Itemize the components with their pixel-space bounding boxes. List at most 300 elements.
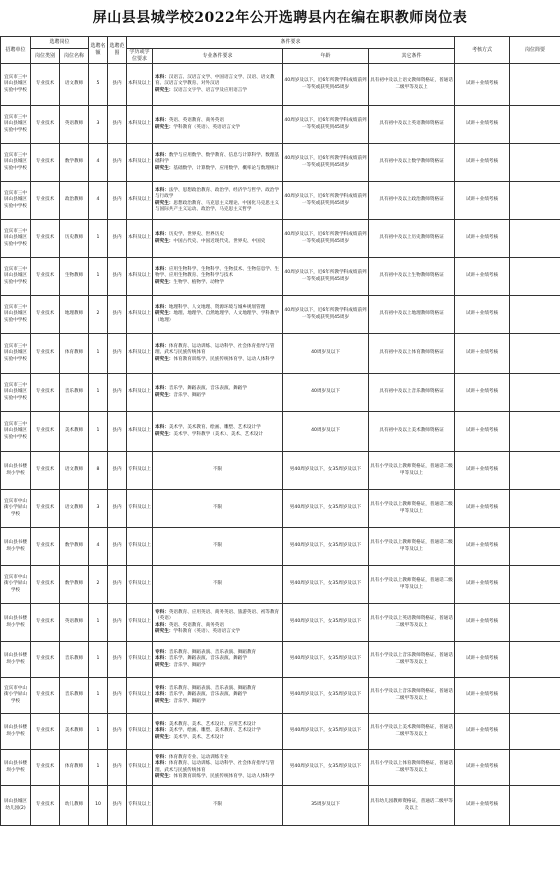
table-row: [1, 412, 560, 452]
post-type-cell: 专业技术: [31, 182, 60, 220]
header-unit: 招聘单位: [1, 37, 31, 64]
table-row: [1, 786, 560, 826]
post-name-cell: 历史教师: [60, 220, 89, 258]
major-line: [155, 344, 280, 356]
major-text: 美术教育、美术、艺术设计、应用艺术设计: [168, 722, 257, 728]
major-cell: [153, 144, 283, 182]
header-remark: 岗位简要: [510, 37, 560, 64]
age-cell: 40周岁及以下: [283, 412, 369, 452]
edu-cell: 本科及以上: [127, 258, 153, 296]
major-line: [155, 201, 280, 213]
major-label: 本科：: [155, 656, 169, 662]
major-text: 美术学、绘画、雕塑、美术教育、艺术设计学: [168, 728, 261, 734]
scope-cell: 县内: [108, 182, 127, 220]
major-text: 音乐教育、舞蹈表演、音乐表演、舞蹈教育: [168, 686, 257, 692]
post-name-cell: 地理教师: [60, 296, 89, 334]
major-label: 专科：: [155, 650, 169, 656]
major-label: 本科：: [155, 425, 169, 431]
edu-cell: 专科及以上: [127, 566, 153, 604]
remark-cell: [510, 374, 560, 412]
scope-cell: 县内: [108, 714, 127, 750]
major-label: 研究生：: [155, 392, 174, 398]
table-row: [1, 106, 560, 144]
scope-cell: 县内: [108, 490, 127, 528]
count-cell: 3: [89, 490, 108, 528]
post-type-cell: 专业技术: [31, 296, 60, 334]
table-row: [1, 374, 560, 412]
table-row: [1, 452, 560, 490]
other-cell: 具有初中及以上音乐教师资格证: [369, 374, 455, 412]
age-cell: 男40周岁及以下，女35周岁及以下: [283, 750, 369, 786]
age-cell: 40周岁及以下，近6年所教学科成绩前列一等奖或获奖到45周岁: [283, 144, 369, 182]
major-text: 应用生物科学、生物科学、生物技术、生物信息学、生物学、应用生物教育、生物科学与技术: [155, 267, 280, 279]
edu-cell: 专科及以上: [127, 750, 153, 786]
scope-cell: 县内: [108, 642, 127, 678]
post-type-cell: 专业技术: [31, 786, 60, 826]
edu-cell: 专科及以上: [127, 490, 153, 528]
age-cell: 40周岁及以下，近6年所教学科成绩前列一等奖或获奖到45周岁: [283, 296, 369, 334]
other-cell: 具有幼儿园教师资格证，普通话二级甲等及以上: [369, 786, 455, 826]
major-text: 基础数学、计算数学、应用数学、概率论与数理统计: [173, 165, 280, 171]
major-text: 音乐学、舞蹈表演、音乐表演、舞蹈学: [168, 692, 247, 698]
post-name-cell: 体育教师: [60, 750, 89, 786]
edu-cell: 本科及以上: [127, 106, 153, 144]
edu-cell: 本科及以上: [127, 296, 153, 334]
post-type-cell: 专业技术: [31, 334, 60, 374]
major-cell: [153, 678, 283, 714]
major-cell: [153, 258, 283, 296]
post-type-cell: 专业技术: [31, 452, 60, 490]
major-label: 本科：: [155, 232, 169, 238]
major-line: [155, 267, 280, 279]
exam-cell: 试讲＋业绩考核: [455, 452, 510, 490]
scope-cell: 县内: [108, 786, 127, 826]
major-line: [155, 88, 280, 94]
age-cell: 男40周岁及以下，女35周岁及以下: [283, 714, 369, 750]
post-name-cell: 生物教师: [60, 258, 89, 296]
major-text: 音乐学、舞蹈表演、音乐表演、舞蹈学: [168, 386, 247, 392]
count-cell: 4: [89, 182, 108, 220]
post-type-cell: 专业技术: [31, 374, 60, 412]
scope-cell: 县内: [108, 374, 127, 412]
major-label: 研究生：: [155, 356, 174, 362]
count-cell: 10: [89, 786, 108, 826]
edu-cell: 专科及以上: [127, 452, 153, 490]
remark-cell: [510, 220, 560, 258]
other-cell: 具有初中及以上数学教师资格证: [369, 144, 455, 182]
major-label: 本科：: [155, 622, 169, 628]
major-line: [155, 629, 280, 635]
age-cell: 40周岁及以下: [283, 334, 369, 374]
major-cell: [153, 374, 283, 412]
remark-cell: [510, 144, 560, 182]
scope-cell: 县内: [108, 106, 127, 144]
other-cell: 具有小学及以上体育教师资格证，普通话二级甲等及以上: [369, 750, 455, 786]
age-cell: 40周岁及以下，近6年所教学科成绩前列一等奖或获奖到45周岁: [283, 258, 369, 296]
unit-cell: 宜宾市中山街小学屏山学校: [1, 490, 31, 528]
major-line: [155, 311, 280, 323]
post-type-cell: 专业技术: [31, 714, 60, 750]
major-cell: 不限: [153, 566, 283, 604]
scope-cell: 县内: [108, 334, 127, 374]
post-name-cell: 数学教师: [60, 528, 89, 566]
post-name-cell: 音乐教师: [60, 374, 89, 412]
header-major: 专业条件要求: [153, 49, 283, 64]
exam-cell: 试讲＋业绩考核: [455, 750, 510, 786]
major-cell: [153, 642, 283, 678]
header-scope: 选聘范围: [108, 37, 127, 64]
major-text: 体育教育专业、运动训练专业: [168, 755, 229, 761]
unit-cell: 屏山县城区幼儿园(2): [1, 786, 31, 826]
age-cell: 男40周岁及以下，女35周岁及以下: [283, 642, 369, 678]
major-label: 研究生：: [155, 662, 174, 668]
exam-cell: 试讲＋业绩考核: [455, 604, 510, 642]
exam-cell: 试讲＋业绩考核: [455, 334, 510, 374]
exam-cell: 试讲＋业绩考核: [455, 490, 510, 528]
major-text: 美术学、美术、艺术设计: [173, 734, 224, 740]
remark-cell: [510, 566, 560, 604]
post-name-cell: 音乐教师: [60, 642, 89, 678]
major-label: 本科：: [155, 344, 169, 350]
scope-cell: 县内: [108, 64, 127, 106]
edu-cell: 本科及以上: [127, 144, 153, 182]
header-edu: 学历或学位要求: [127, 49, 153, 64]
count-cell: 1: [89, 604, 108, 642]
edu-cell: 专科及以上: [127, 604, 153, 642]
remark-cell: [510, 528, 560, 566]
major-label: 研究生：: [155, 87, 174, 93]
major-cell: [153, 106, 283, 144]
age-cell: 40周岁及以下，近6年所教学科成绩前列一等奖或获奖到45周岁: [283, 64, 369, 106]
major-text: 英语教育、应用英语、商务英语、旅游英语、初等教育（英语）: [155, 610, 280, 622]
count-cell: 2: [89, 296, 108, 334]
major-line: [155, 432, 280, 438]
scope-cell: 县内: [108, 220, 127, 258]
major-text: 学科教育（英语）、英语语言文学: [173, 628, 241, 634]
remark-cell: [510, 106, 560, 144]
count-cell: 4: [89, 144, 108, 182]
post-type-cell: 专业技术: [31, 490, 60, 528]
table-row: [1, 220, 560, 258]
major-label: 研究生：: [155, 165, 174, 171]
post-type-cell: 专业技术: [31, 258, 60, 296]
post-name-cell: 语文教师: [60, 452, 89, 490]
post-type-cell: 专业技术: [31, 566, 60, 604]
major-label: 研究生：: [155, 628, 174, 634]
major-text: 体育教育、运动训练、运动科学、社会体育指导与管理、武术与民族传统体育: [155, 344, 275, 356]
major-label: 本科：: [155, 692, 169, 698]
table-row: [1, 296, 560, 334]
scope-cell: 县内: [108, 528, 127, 566]
other-cell: 具有初中及以上政治教师资格证: [369, 182, 455, 220]
major-text: 中国古代史、中国近现代史、世界史、中国史: [173, 238, 266, 244]
remark-cell: [510, 258, 560, 296]
edu-cell: 本科及以上: [127, 412, 153, 452]
header-age: 年龄: [283, 49, 369, 64]
unit-cell: 屏山县书楼坝小学校: [1, 642, 31, 678]
major-label: 专科：: [155, 722, 169, 728]
post-name-cell: 体育教师: [60, 334, 89, 374]
unit-cell: 宜宾市三中屏山县城区实验中学校: [1, 374, 31, 412]
post-type-cell: 专业技术: [31, 64, 60, 106]
major-text: 体育教育训练学、民族传统体育学、运动人体科学: [173, 773, 275, 779]
table-row: [1, 750, 560, 786]
major-text: 英语、英语教育、商务英语: [168, 118, 224, 124]
table-row: [1, 258, 560, 296]
scope-cell: 县内: [108, 296, 127, 334]
post-type-cell: 专业技术: [31, 678, 60, 714]
count-cell: 1: [89, 750, 108, 786]
age-cell: 男40周岁及以下，女35周岁及以下: [283, 452, 369, 490]
major-line: [155, 188, 280, 200]
remark-cell: [510, 678, 560, 714]
other-cell: 具有小学及以上音乐教师资格证，普通话二级甲等及以上: [369, 678, 455, 714]
major-label: 研究生：: [155, 200, 174, 206]
exam-cell: 试讲＋业绩考核: [455, 714, 510, 750]
post-type-cell: 专业技术: [31, 144, 60, 182]
major-line: [155, 761, 280, 773]
unit-cell: 宜宾市三中屏山县城区实验中学校: [1, 64, 31, 106]
unit-cell: 宜宾市三中屏山县城区实验中学校: [1, 412, 31, 452]
major-text: 音乐学、舞蹈学: [173, 392, 206, 398]
count-cell: 5: [89, 64, 108, 106]
age-cell: 40周岁及以下，近6年所教学科成绩前列一等奖或获奖到45周岁: [283, 220, 369, 258]
other-cell: 具有初中及以上地理教师资格证: [369, 296, 455, 334]
major-label: 专科：: [155, 755, 169, 761]
major-text: 生物学、植物学、动物学: [173, 279, 224, 285]
table-row: [1, 334, 560, 374]
exam-cell: 试讲＋业绩考核: [455, 374, 510, 412]
major-text: 美术学、学科教学（美术）、美术、艺术设计: [173, 431, 263, 437]
count-cell: 4: [89, 528, 108, 566]
header-post-group: 选聘岗位: [31, 37, 89, 49]
unit-cell: 屏山县书楼坝小学校: [1, 604, 31, 642]
positions-table-body: [1, 64, 560, 826]
major-line: [155, 239, 280, 245]
count-cell: 8: [89, 452, 108, 490]
post-type-cell: 专业技术: [31, 528, 60, 566]
edu-cell: 本科及以上: [127, 334, 153, 374]
header-exam: 考核方式: [455, 37, 510, 64]
exam-cell: 试讲＋业绩考核: [455, 786, 510, 826]
edu-cell: 专科及以上: [127, 678, 153, 714]
remark-cell: [510, 412, 560, 452]
major-label: 研究生：: [155, 431, 174, 437]
major-label: 专科：: [155, 686, 169, 692]
remark-cell: [510, 604, 560, 642]
header-count: 选聘名额: [89, 37, 108, 64]
count-cell: 3: [89, 106, 108, 144]
scope-cell: 县内: [108, 750, 127, 786]
major-text: 数学与应用数学、数学教育、信息与计算科学、数理基础科学: [155, 153, 280, 165]
remark-cell: [510, 642, 560, 678]
post-name-cell: 语文教师: [60, 64, 89, 106]
major-cell: 不限: [153, 452, 283, 490]
major-text: 历史学、世界史、世界历史: [168, 232, 224, 238]
count-cell: 1: [89, 374, 108, 412]
edu-cell: 专科及以上: [127, 786, 153, 826]
age-cell: 35周岁及以下: [283, 786, 369, 826]
unit-cell: 屏山县书楼坝小学校: [1, 452, 31, 490]
major-text: 汉语言、汉语言文学、中国语言文学、汉语、语文教育、汉语言文学教育、对外汉语: [155, 75, 275, 87]
major-line: [155, 357, 280, 363]
post-name-cell: 数学教师: [60, 566, 89, 604]
count-cell: 1: [89, 220, 108, 258]
table-row: [1, 678, 560, 714]
major-line: [155, 280, 280, 286]
age-cell: 40周岁及以下，近6年所教学科成绩前列一等奖或获奖到45周岁: [283, 106, 369, 144]
major-cell: [153, 412, 283, 452]
scope-cell: 县内: [108, 604, 127, 642]
major-cell: [153, 64, 283, 106]
remark-cell: [510, 296, 560, 334]
major-label: 本科：: [155, 386, 169, 392]
major-cell: 不限: [153, 786, 283, 826]
remark-cell: [510, 750, 560, 786]
table-row: [1, 64, 560, 106]
other-cell: 具有初中及以上美术教师资格证: [369, 412, 455, 452]
major-cell: [153, 714, 283, 750]
header-cond-group: 条件要求: [127, 37, 455, 49]
header-post-type: 岗位类别: [31, 49, 60, 64]
major-label: 本科：: [155, 761, 169, 767]
major-cell: [153, 220, 283, 258]
other-cell: 具有小学及以上教师资格证，普通话二级甲等及以上: [369, 452, 455, 490]
count-cell: 1: [89, 334, 108, 374]
post-name-cell: 美术教师: [60, 412, 89, 452]
major-text: 法学、思想政治教育、政治学、经济学与哲学、政治学与行政学: [155, 188, 280, 200]
major-line: [155, 393, 280, 399]
count-cell: 2: [89, 566, 108, 604]
major-text: 音乐教育、舞蹈表演、音乐表演、舞蹈教育: [168, 650, 257, 656]
age-cell: 40周岁及以下，近6年所教学科成绩前列一等奖或获奖到45周岁: [283, 182, 369, 220]
major-text: 地理科学、人文地理、资源环境与城乡规划管理: [168, 305, 266, 311]
major-line: [155, 663, 280, 669]
age-cell: 男40周岁及以下，女35周岁及以下: [283, 566, 369, 604]
remark-cell: [510, 452, 560, 490]
major-text: 体育教育、运动训练、运动科学、社会体育指导与管理、武术与民族传统体育: [155, 761, 275, 773]
other-cell: 具有小学及以上教师资格证，普通话二级甲等及以上: [369, 490, 455, 528]
unit-cell: 宜宾市三中屏山县城区实验中学校: [1, 182, 31, 220]
major-line: [155, 166, 280, 172]
positions-table: [0, 36, 560, 826]
table-row: [1, 642, 560, 678]
scope-cell: 县内: [108, 144, 127, 182]
major-label: 本科：: [155, 305, 169, 311]
age-cell: 男40周岁及以下，女35周岁及以下: [283, 678, 369, 714]
major-text: 体育教育训练学、民族传统体育学、运动人体科学: [173, 356, 275, 362]
major-label: 本科：: [155, 267, 169, 273]
major-text: 美术学、美术教育、绘画、雕塑、艺术设计学: [168, 425, 261, 431]
unit-cell: 宜宾市三中屏山县城区实验中学校: [1, 296, 31, 334]
other-cell: 具有初中及以上历史教师资格证: [369, 220, 455, 258]
major-cell: [153, 750, 283, 786]
unit-cell: 屏山县书楼坝小学校: [1, 714, 31, 750]
major-line: [155, 774, 280, 780]
major-text: 思想政治教育、马克思主义理论、中国化马克思主义与国际共产主义运动、政治学、马克思主义哲学: [155, 200, 280, 212]
unit-cell: 宜宾市中山街小学屏山学校: [1, 678, 31, 714]
major-label: 研究生：: [155, 698, 174, 704]
table-row: [1, 490, 560, 528]
count-cell: 1: [89, 678, 108, 714]
major-cell: 不限: [153, 490, 283, 528]
unit-cell: 屏山县书楼坝小学校: [1, 528, 31, 566]
table-row: [1, 144, 560, 182]
major-text: 英语、英语教育、商务英语: [168, 622, 224, 628]
major-text: 音乐学、舞蹈学: [173, 662, 206, 668]
major-label: 研究生：: [155, 279, 174, 285]
major-label: 本科：: [155, 118, 169, 124]
remark-cell: [510, 334, 560, 374]
major-label: 研究生：: [155, 311, 174, 317]
exam-cell: 试讲＋业绩考核: [455, 296, 510, 334]
unit-cell: 宜宾市三中屏山县城区实验中学校: [1, 258, 31, 296]
table-row: [1, 604, 560, 642]
major-line: [155, 610, 280, 622]
major-label: 本科：: [155, 188, 169, 194]
post-name-cell: 英语教师: [60, 106, 89, 144]
major-label: 研究生：: [155, 734, 174, 740]
unit-cell: 宜宾市三中屏山县城区实验中学校: [1, 220, 31, 258]
other-cell: 具有小学及以上音乐教师资格证，普通话二级甲等及以上: [369, 642, 455, 678]
post-type-cell: 专业技术: [31, 750, 60, 786]
major-line: [155, 75, 280, 87]
remark-cell: [510, 182, 560, 220]
exam-cell: 试讲＋业绩考核: [455, 106, 510, 144]
other-cell: 具有初中及以上英语教师资格证: [369, 106, 455, 144]
other-cell: 具有小学及以上英语教师资格证，普通话二级甲等及以上: [369, 604, 455, 642]
post-name-cell: 音乐教师: [60, 678, 89, 714]
other-cell: 具有小学及以上美术教师资格证，普通话二级甲等及以上: [369, 714, 455, 750]
exam-cell: 试讲＋业绩考核: [455, 678, 510, 714]
post-name-cell: 幼儿教师: [60, 786, 89, 826]
major-line: [155, 125, 280, 131]
header-other: 其它条件: [369, 49, 455, 64]
post-type-cell: 专业技术: [31, 412, 60, 452]
count-cell: 1: [89, 642, 108, 678]
table-row: [1, 528, 560, 566]
exam-cell: 试讲＋业绩考核: [455, 182, 510, 220]
major-label: 专科：: [155, 610, 169, 616]
scope-cell: 县内: [108, 566, 127, 604]
table-row: [1, 182, 560, 220]
post-name-cell: 政治教师: [60, 182, 89, 220]
remark-cell: [510, 64, 560, 106]
page-title: 屏山县县城学校2022年公开选聘县内在编在职教师岗位表: [92, 10, 468, 26]
age-cell: 男40周岁及以下，女35周岁及以下: [283, 528, 369, 566]
other-cell: 具有小学及以上教师资格证，普通话二级甲等及以上: [369, 566, 455, 604]
count-cell: 1: [89, 714, 108, 750]
other-cell: 具有小学及以上教师资格证，普通话二级甲等及以上: [369, 528, 455, 566]
edu-cell: 专科及以上: [127, 642, 153, 678]
major-cell: [153, 182, 283, 220]
edu-cell: 本科及以上: [127, 374, 153, 412]
post-type-cell: 专业技术: [31, 642, 60, 678]
other-cell: 具有初中及以上生物教师资格证: [369, 258, 455, 296]
remark-cell: [510, 490, 560, 528]
unit-cell: 宜宾市三中屏山县城区实验中学校: [1, 106, 31, 144]
count-cell: 1: [89, 412, 108, 452]
post-name-cell: 美术教师: [60, 714, 89, 750]
scope-cell: 县内: [108, 678, 127, 714]
age-cell: 40周岁及以下: [283, 374, 369, 412]
major-label: 本科：: [155, 728, 169, 734]
scope-cell: 县内: [108, 258, 127, 296]
major-cell: [153, 334, 283, 374]
major-cell: [153, 296, 283, 334]
other-cell: 具有初中及以上语文教师资格证，普通话二级甲等及以上: [369, 64, 455, 106]
major-text: 汉语言文字学、语言学及应用语言学: [173, 87, 247, 93]
